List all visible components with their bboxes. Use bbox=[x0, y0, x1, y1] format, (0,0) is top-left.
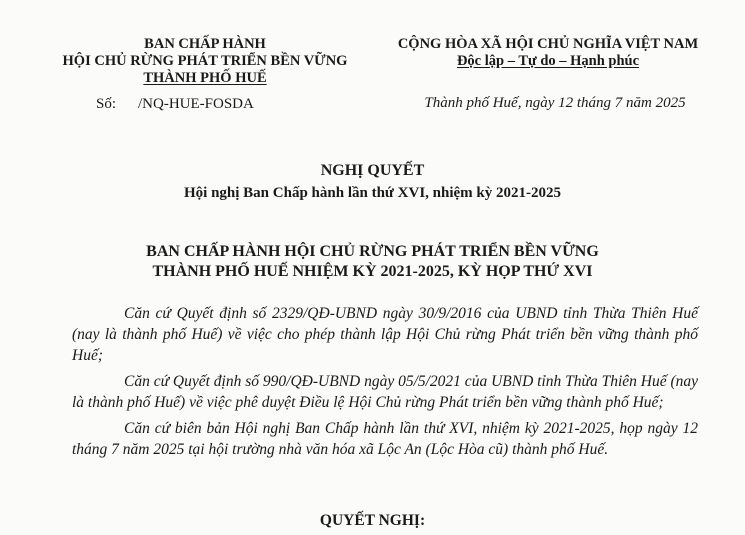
resolution-heading-line-1: BAN CHẤP HÀNH HỘI CHỦ RỪNG PHÁT TRIỂN BỀN VỮNG bbox=[146, 243, 599, 260]
issuer-line-2: HỘI CHỦ RỪNG PHÁT TRIỂN BỀN VỮNG bbox=[62, 53, 348, 69]
legal-basis-paragraph: Căn cứ Quyết định số 2329/QĐ-UBND ngày 30/9/2016 của UBND tỉnh Thừa Thiên Huế (nay là thành phố Huế) về việc cho phép thành lập Hội Chủ rừng Phát triển bền vững thành phố Huế; bbox=[72, 305, 698, 364]
national-header bbox=[378, 36, 718, 70]
issuer-line-3: THÀNH PHỐ HUẾ bbox=[143, 70, 267, 86]
document-date: Thành phố Huế, ngày 12 tháng 7 năm 2025 bbox=[424, 95, 686, 111]
document-number bbox=[96, 96, 254, 113]
document-number-value: /NQ-HUE-FOSDA bbox=[138, 96, 254, 112]
legal-basis-paragraph: Căn cứ Quyết định số 990/QĐ-UBND ngày 05/5/2021 của UBND tỉnh Thừa Thiên Huế (nay là thành phố Huế) về việc phê duyệt Điều lệ Hội Chủ rừng Phát triển bền vững thành phố Huế; bbox=[72, 373, 698, 411]
legal-basis bbox=[72, 303, 698, 465]
legal-basis-paragraph: Căn cứ biên bản Hội nghị Ban Chấp hành lần thứ XVI, nhiệm kỳ 2021-2025, họp ngày 12 tháng 7 năm 2025 tại hội trường nhà văn hóa xã Lộc An (Lộc Hòa cũ) thành phố Huế. bbox=[72, 420, 698, 458]
issuer-header bbox=[40, 36, 370, 87]
document-number-label: Số: bbox=[96, 96, 117, 112]
resolution-heading bbox=[60, 242, 685, 282]
national-title: CỘNG HÒA XÃ HỘI CHỦ NGHĨA VIỆT NAM bbox=[397, 36, 699, 52]
document-title: NGHỊ QUYẾT bbox=[320, 162, 425, 179]
decision-label: QUYẾT NGHỊ: bbox=[319, 512, 426, 529]
document-subtitle: Hội nghị Ban Chấp hành lần thứ XVI, nhiệm kỳ 2021-2025 bbox=[183, 185, 562, 201]
national-motto: Độc lập – Tự do – Hạnh phúc bbox=[456, 53, 640, 69]
issuer-line-1: BAN CHẤP HÀNH bbox=[144, 36, 266, 52]
resolution-heading-line-2: THÀNH PHỐ HUẾ NHIỆM KỲ 2021-2025, KỲ HỌP THỨ XVI bbox=[152, 263, 593, 280]
